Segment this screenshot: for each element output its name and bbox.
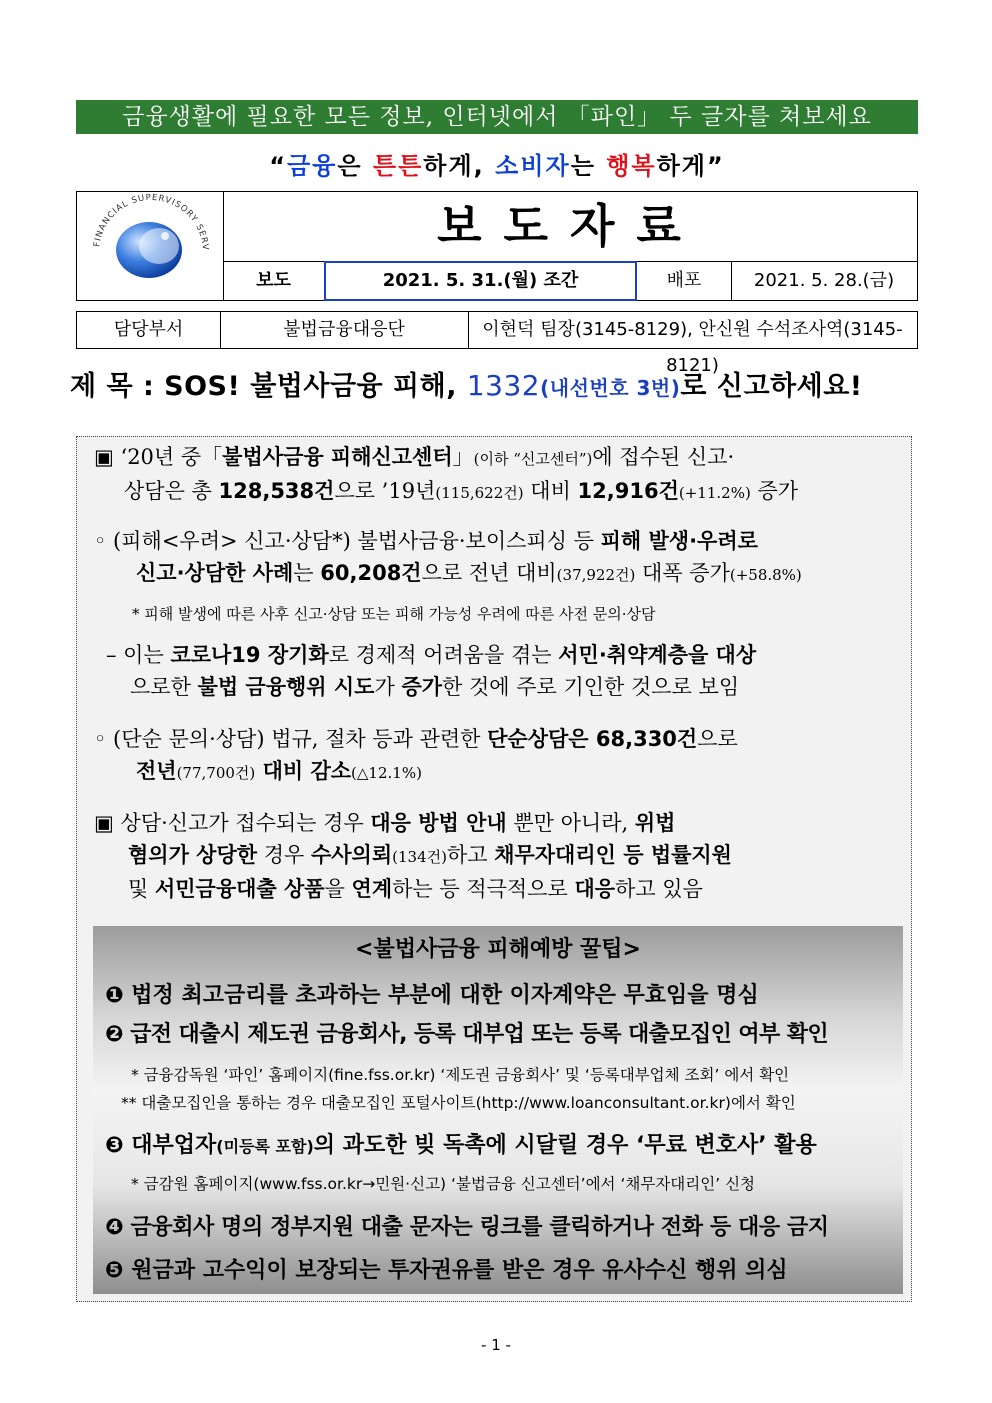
contact-label: 담당부서: [77, 312, 221, 348]
text: 상담은 총: [124, 479, 219, 503]
text: ◦ (단순 문의·상담) 법규, 절차 등과 관련한: [94, 727, 488, 751]
text: (+11.2%): [678, 484, 751, 502]
slogan-part: 는: [570, 152, 607, 180]
text: 가: [374, 675, 402, 699]
text: 60,208건: [320, 561, 422, 585]
slogan-part: 은: [337, 152, 373, 180]
contact-row: [76, 311, 918, 376]
tip-3-note: * 금감원 홈페이지(www.fss.or.kr→민원·신고) ‘불법금융 신고센터’에서 ‘채무자대리인’ 신청: [131, 1175, 756, 1193]
text: 뿐만 아니라,: [506, 811, 635, 835]
text: (37,922건): [556, 566, 636, 584]
top-banner: 금융생활에 필요한 모든 정보, 인터넷에서 「파인」 두 글자를 쳐보세요: [76, 100, 918, 134]
text: 하고 있음: [615, 877, 703, 901]
text: ‘20년 중「: [113, 445, 223, 469]
text: 으로한: [130, 675, 198, 699]
distribution-label: 배포: [637, 262, 732, 300]
tip-5: ❺ 원금과 고수익이 보장되는 투자권유를 받은 경우 유사수신 행위 의심: [105, 1258, 788, 1283]
slogan: [76, 146, 918, 181]
text: 으로 전년 대비: [421, 561, 557, 585]
text: 대비 감소: [255, 759, 352, 783]
text: 경우: [257, 843, 311, 867]
tip-3: [105, 1128, 817, 1159]
square-bullet-icon: ▣: [94, 445, 114, 469]
text: 연계: [351, 877, 393, 901]
text: 하는 등 적극적으로: [392, 877, 575, 901]
contact-dept: 불법금융대응단: [220, 312, 469, 348]
text: 채무자대리인 등 법률지원: [494, 843, 732, 867]
contact-persons: 이현덕 팀장(3145-8129), 안신원 수석조사역(3145-8121): [482, 319, 903, 376]
slogan-part: 소비자: [495, 152, 571, 180]
tips-box: [93, 926, 903, 1294]
tip-1: ❶ 법정 최고금리를 초과하는 부분에 대한 이자계약은 무효임을 명심: [105, 983, 759, 1008]
tip-2-note-1: * 금융감독원 ‘파인’ 홈페이지(fine.fss.or.kr) ‘제도권 금융회사’ 및 ‘등록대부업체 조회’ 에서 확인: [131, 1066, 790, 1084]
footnote: * 피해 발생에 따른 사후 신고·상담 또는 피해 가능성 우려에 따른 사전 문의·상담: [132, 605, 656, 623]
text: 으로 ’19년: [334, 479, 436, 503]
text: 불법사금융 피해신고센터: [222, 445, 453, 469]
title-sub: (내선번호 3번): [540, 376, 681, 400]
text: 대응 방법 안내: [370, 811, 507, 835]
text: 상담·신고가 접수되는 경우: [113, 811, 371, 835]
text: 증가: [750, 479, 799, 503]
text: 수사의뢰: [310, 843, 393, 867]
slogan-open-quote: “: [269, 152, 287, 180]
tip-4: ❹ 금융회사 명의 정부지원 대출 문자는 링크를 클릭하거나 전화 등 대응 금지: [105, 1215, 829, 1240]
text: 한 것에 주로 기인한 것으로 보임: [442, 675, 740, 699]
text: 을: [324, 877, 352, 901]
paragraph-3: [94, 639, 900, 703]
text: 신고·상담한 사례: [136, 561, 294, 585]
text: 대폭 증가: [635, 561, 730, 585]
slogan-part: 하게,: [423, 152, 496, 180]
text: (미등록 포함): [216, 1137, 314, 1156]
header-table: [76, 191, 918, 301]
slogan-part: 금융: [287, 152, 338, 180]
text: 대응: [574, 877, 616, 901]
slogan-close-quote: ”: [707, 152, 725, 180]
text: 128,538건: [218, 479, 335, 503]
logo-cell: [77, 192, 224, 300]
text: 혐의가 상당한: [128, 843, 258, 867]
release-date: 2021. 5. 31.(월) 조간: [324, 261, 637, 301]
text: 에 접수된 신고·: [592, 445, 735, 469]
text: 위법: [634, 811, 676, 835]
text: – 이는: [106, 643, 171, 667]
text: (77,700건): [176, 764, 256, 782]
tip-2-note-2: ** 대출모집인을 통하는 경우 대출모집인 포털사이트(http://www.loanconsultant.or.kr)에서 확인: [121, 1094, 796, 1112]
square-bullet-icon: ▣: [94, 811, 114, 835]
paragraph-1: [94, 441, 900, 509]
text: 서민·취약계층을 대상: [558, 643, 757, 667]
text: (115,622건): [435, 484, 524, 502]
slogan-part: 튼튼: [372, 152, 424, 180]
text: 으로: [697, 727, 738, 751]
svg-text:금융감독원: [122, 299, 170, 300]
text: 코로나19 장기화: [170, 643, 329, 667]
document-title: [70, 364, 930, 403]
title-number: 1332: [466, 369, 541, 402]
title-suffix: 로 신고하세요!: [680, 371, 863, 402]
release-label: 보도: [223, 262, 325, 300]
text: 증가: [401, 675, 443, 699]
text: (△12.1%): [351, 764, 422, 782]
text: 단순상담은 68,330건: [487, 727, 698, 751]
paragraph-4: [94, 723, 900, 789]
page-number: - 1 -: [481, 1336, 511, 1354]
tip-2: ❷ 급전 대출시 제도권 금융회사, 등록 대부업 또는 등록 대출모집인 여부 확인: [105, 1022, 828, 1047]
fss-logo-icon: [77, 192, 223, 300]
press-release-title: 보도자료: [223, 192, 917, 262]
text: 는: [293, 561, 321, 585]
title-prefix: 제 목 : SOS! 불법사금융 피해,: [70, 371, 467, 402]
text: 하고: [446, 843, 495, 867]
paragraph-5: [94, 807, 900, 905]
text: (134건): [392, 848, 447, 866]
tips-heading: <불법사금융 피해예방 꿀팁>: [355, 937, 641, 962]
text: 12,916건: [577, 479, 679, 503]
text: 대비: [523, 479, 578, 503]
text: 불법 금융행위 시도: [197, 675, 375, 699]
text: 서민금융대출 상품: [154, 877, 325, 901]
logo-name: [122, 299, 170, 300]
text: 전년: [136, 759, 177, 783]
text: 피해 발생·우려로: [600, 529, 758, 553]
slogan-part: 하게: [656, 152, 707, 180]
distribution-date: 2021. 5. 28.(금): [753, 270, 895, 291]
logo-arc-text: FINANCIAL SUPERVISORY SERV: [92, 192, 211, 252]
text: 로 경제적 어려움을 겪는: [328, 643, 559, 667]
paragraph-2: [94, 525, 900, 591]
text: 및: [128, 877, 155, 901]
text: (이하 “신고센터”): [473, 450, 593, 468]
text: ◦ (피해<우려> 신고·상담*) 불법사금융·보이스피싱 등: [94, 529, 601, 553]
text: ❸ 대부업자: [105, 1133, 217, 1158]
text: 의 과도한 빚 독촉에 시달릴 경우 ‘무료 변호사’ 활용: [313, 1133, 817, 1158]
text: (+58.8%): [729, 566, 802, 584]
slogan-part: 행복: [606, 152, 657, 180]
text: 」: [452, 445, 474, 469]
